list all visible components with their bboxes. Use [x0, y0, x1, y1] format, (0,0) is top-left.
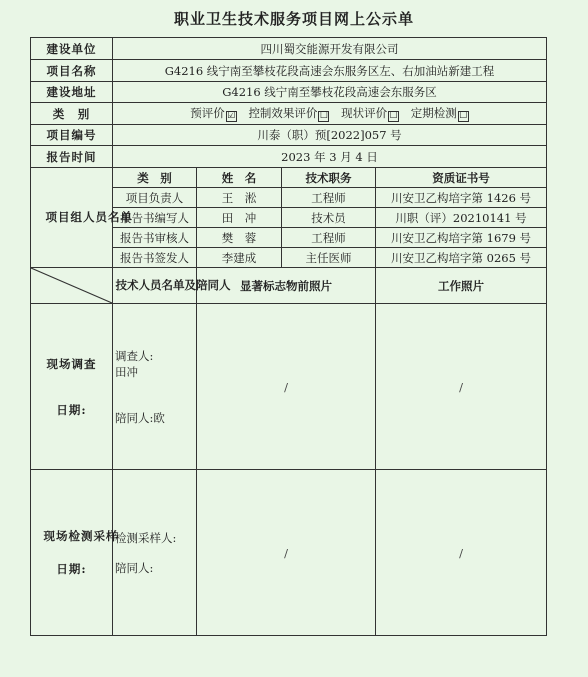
staff-title: 技术员: [282, 208, 376, 228]
number-value: 川泰（职）预[2022]057 号: [113, 125, 547, 146]
staff-name: 田 冲: [197, 208, 282, 228]
staff-title: 工程师: [282, 228, 376, 248]
sampling-row: [31, 470, 547, 636]
staff-group-label: 项目组人员名单: [31, 168, 113, 268]
unit-value: 四川蜀交能源开发有限公司: [113, 38, 547, 60]
staff-companion-header: 技术人员名单及陪同人: [113, 268, 197, 304]
staff-header-title: 技术职务: [282, 168, 376, 188]
staff-cert: 川安卫乙构培字第 0265 号: [376, 248, 547, 268]
staff-name: 樊 蓉: [197, 228, 282, 248]
survey-landmark-photo: /: [197, 304, 376, 470]
survey-date-label: 日期:: [56, 402, 87, 417]
name-label: 项目名称: [31, 60, 113, 82]
category-label: 类 别: [31, 103, 113, 125]
survey-label: 现场调查: [46, 356, 97, 371]
option-periodic-test[interactable]: 定期检测 ☐: [410, 106, 468, 121]
sampling-work-photo: /: [376, 470, 547, 636]
survey-row: [31, 304, 547, 470]
date-value: 2023 年 3 月 4 日: [113, 146, 547, 168]
row-project-name: [31, 60, 547, 82]
staff-title: 工程师: [282, 188, 376, 208]
number-label: 项目编号: [31, 125, 113, 146]
page-title: 职业卫生技术服务项目网上公示单: [173, 10, 414, 28]
checkbox-checked-icon[interactable]: ☑: [227, 111, 236, 121]
investigator-name: 田冲: [115, 364, 138, 379]
option-control-eval[interactable]: 控制效果评价 ☐: [248, 106, 328, 121]
survey-work-photo: /: [376, 304, 547, 470]
sampling-date-label: 日期:: [56, 561, 87, 576]
sampling-landmark-photo: /: [197, 470, 376, 636]
option-status-eval[interactable]: 现状评价 ☐: [341, 106, 398, 121]
staff-header-role: 类 别: [113, 168, 197, 188]
work-photo-header: 工作照片: [376, 268, 547, 304]
survey-staff-cell: [113, 304, 197, 470]
staff-name: 李建成: [197, 248, 282, 268]
category-options: [113, 103, 547, 125]
staff-role: 项目负责人: [113, 188, 197, 208]
name-value: G4216 线宁南至攀枝花段高速会东服务区左、右加油站新建工程: [113, 60, 547, 82]
staff-role: 报告书审核人: [113, 228, 197, 248]
diagonal-line: [31, 268, 112, 303]
unit-label: 建设单位: [31, 38, 113, 60]
date-label: 报告时间: [31, 146, 113, 168]
investigator-label: 调查人:: [115, 348, 154, 363]
option-pre-eval[interactable]: 预评价 ☑: [190, 106, 236, 121]
row-category: [31, 103, 547, 125]
staff-cert: 川安卫乙构培字第 1679 号: [376, 228, 547, 248]
row-number: [31, 125, 547, 146]
sampling-staff-cell: [113, 470, 197, 636]
landmark-photo-header: 显著标志物前照片: [197, 268, 376, 304]
row-address: [31, 82, 547, 103]
staff-cert: 川安卫乙构培字第 1426 号: [376, 188, 547, 208]
survey-companion: 陪同人:欧: [115, 410, 165, 425]
address-value: G4216 线宁南至攀枝花段高速会东服务区: [113, 82, 547, 103]
row-unit: [31, 38, 547, 60]
diagonal-corner-cell: [31, 268, 113, 304]
row-date: [31, 146, 547, 168]
photo-header-row: [31, 268, 547, 304]
checkbox-icon[interactable]: ☐: [459, 111, 468, 121]
sampling-companion-label: 陪同人:: [115, 560, 154, 575]
checkbox-icon[interactable]: ☐: [319, 111, 328, 121]
staff-header-name: 姓 名: [197, 168, 282, 188]
survey-label-cell: [31, 304, 113, 470]
checkbox-icon[interactable]: ☐: [389, 111, 398, 121]
sampling-label-cell: [31, 470, 119, 636]
staff-role: 报告书编写人: [113, 208, 197, 228]
address-label: 建设地址: [31, 82, 113, 103]
staff-cert: 川职（评）20210141 号: [376, 208, 547, 228]
publicity-table: [30, 37, 547, 636]
staff-title: 主任医师: [282, 248, 376, 268]
sampling-label: 现场检测采样: [43, 528, 119, 543]
staff-role: 报告书签发人: [113, 248, 197, 268]
sampler-label: 检测采样人:: [115, 530, 177, 545]
staff-header-row: [31, 168, 547, 188]
staff-name: 王 淞: [197, 188, 282, 208]
staff-header-cert: 资质证书号: [376, 168, 547, 188]
